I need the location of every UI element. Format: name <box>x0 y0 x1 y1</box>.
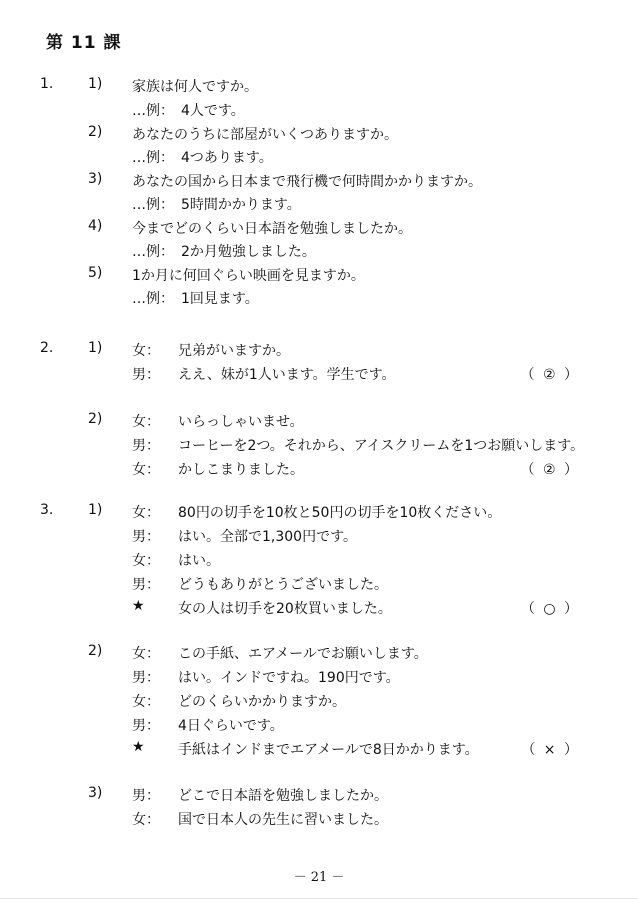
s3-d1-num: 1) <box>88 502 103 518</box>
q3-num: 3) <box>88 171 103 187</box>
answer-s3-d1: （ ○ ） <box>520 601 580 617</box>
dialogue-line: はい。全部で1,300円です。 <box>178 529 357 545</box>
s2-d2-num: 2) <box>88 411 103 427</box>
speaker: 男： <box>132 788 160 804</box>
dialogue-line: どのくらいかかりますか。 <box>178 694 346 710</box>
q5-num: 5) <box>88 265 103 281</box>
speaker: 男： <box>132 529 160 545</box>
speaker: 男： <box>132 718 160 734</box>
dialogue-line: ええ、妹が1人います。学生です。 <box>178 367 396 383</box>
dialogue-line: この手紙、エアメールでお願いします。 <box>178 646 428 662</box>
dialogue-line: 兄弟がいますか。 <box>178 343 290 359</box>
speaker: 女： <box>132 646 160 662</box>
answer-s3-d2: （ × ） <box>521 742 580 758</box>
page-number: － 21 － <box>293 870 345 885</box>
speaker: 女： <box>132 343 160 359</box>
q3-example: …例： 5時間かかります。 <box>132 197 301 213</box>
q1-num: 1) <box>88 76 103 92</box>
s3-d2-num: 2) <box>88 643 103 659</box>
speaker: 女： <box>132 462 160 478</box>
answer-s2-d2: （ ② ） <box>520 462 580 478</box>
speaker: 女： <box>132 812 160 828</box>
star-icon: ★ <box>132 739 145 755</box>
dialogue-line: 4日ぐらいです。 <box>178 718 284 734</box>
speaker: 女： <box>132 553 160 569</box>
speaker: 女： <box>132 505 160 521</box>
s2-d1-num: 1) <box>88 340 103 356</box>
statement: 手紙はインドまでエアメールで8日かかります。 <box>178 742 479 758</box>
speaker: 男： <box>132 438 160 454</box>
q2-example: …例： 4つあります。 <box>132 150 273 166</box>
q5-example: …例： 1回見ます。 <box>132 291 259 307</box>
speaker: 男： <box>132 577 160 593</box>
dialogue-line: どこで日本語を勉強しましたか。 <box>178 788 388 804</box>
dialogue-line: 国で日本人の先生に習いました。 <box>178 812 388 828</box>
dialogue-line: 80円の切手を10枚と50円の切手を10枚ください。 <box>178 505 502 521</box>
section-1-label: 1. <box>40 76 54 92</box>
page-bottom-divider <box>0 898 638 899</box>
q5-text: 1か月に何回ぐらい映画を見ますか。 <box>132 268 365 284</box>
star-icon: ★ <box>132 598 145 614</box>
speaker: 男： <box>132 367 160 383</box>
section-2-label: 2. <box>40 340 54 356</box>
lesson-title: 第 11 課 <box>46 33 122 53</box>
q4-num: 4) <box>88 218 103 234</box>
dialogue-line: いらっしゃいませ。 <box>178 414 304 430</box>
speaker: 女： <box>132 694 160 710</box>
q1-text: 家族は何人ですか。 <box>132 79 258 95</box>
dialogue-line: どうもありがとうございました。 <box>178 577 388 593</box>
q1-example: …例： 4人です。 <box>132 103 245 119</box>
q3-text: あなたの国から日本まで飛行機で何時間かかりますか。 <box>132 174 482 190</box>
dialogue-line: はい。 <box>178 553 220 569</box>
speaker: 女： <box>132 414 160 430</box>
dialogue-line: はい。インドですね。190円です。 <box>178 670 400 686</box>
dialogue-line: コーヒーを2つ。それから、アイスクリームを1つお願いします。 <box>178 438 585 454</box>
s3-d3-num: 3) <box>88 785 103 801</box>
answer-s2-d1: （ ② ） <box>520 367 580 383</box>
q2-num: 2) <box>88 124 103 140</box>
q4-text: 今までどのくらい日本語を勉強しましたか。 <box>132 221 412 237</box>
section-3-label: 3. <box>40 502 54 518</box>
speaker: 男： <box>132 670 160 686</box>
statement: 女の人は切手を20枚買いました。 <box>178 601 392 617</box>
q4-example: …例： 2か月勉強しました。 <box>132 244 316 260</box>
q2-text: あなたのうちに部屋がいくつありますか。 <box>132 127 398 143</box>
dialogue-line: かしこまりました。 <box>178 462 304 478</box>
